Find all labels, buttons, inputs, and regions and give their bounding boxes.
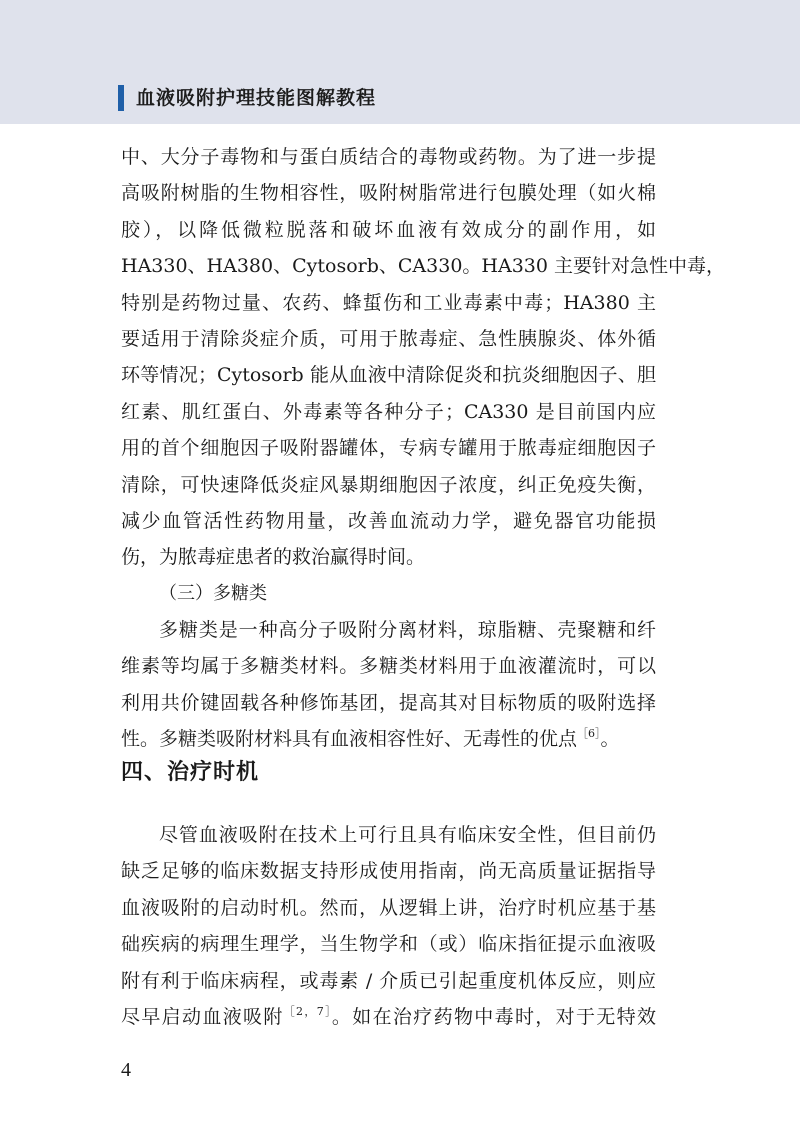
citation: ［2，7］ — [283, 1004, 332, 1018]
text-line — [121, 721, 656, 757]
text-fragment: 尽早启动血液吸附 — [121, 1005, 284, 1028]
body-text-top — [121, 139, 726, 758]
text-line: 础疾病的病理生理学，当生物学和（或）临床指征提示血液吸 — [121, 933, 656, 956]
text-line: 尽管血液吸附在技术上可行且具有临床安全性，但目前仍 — [159, 824, 656, 846]
text-line: 要适用于清除炎症介质，可用于脓毒症、急性胰腺炎、体外循 — [121, 327, 656, 350]
text-fragment: 。 — [600, 728, 620, 751]
text-line: 附有利于临床病程，或毒素 / 介质已引起重度机体反应，则应 — [121, 969, 656, 992]
text-line — [121, 999, 656, 1035]
text-line: 利用共价键固载各种修饰基团，提高其对目标物质的吸附选择 — [121, 691, 656, 714]
text-line: 环等情况；Cytosorb 能从血液中清除促炎和抗炎细胞因子、胆 — [121, 364, 656, 387]
text-fragment: 。如在治疗药物中毒时，对于无特效 — [331, 1005, 656, 1028]
text-line: 伤，为脓毒症患者的救治赢得时间。 — [121, 546, 426, 569]
page-number: 4 — [121, 1059, 131, 1081]
body-text-bottom — [121, 817, 656, 1035]
text-line: 特别是药物过量、农药、蜂蜇伤和工业毒素中毒；HA380 主 — [121, 291, 656, 314]
text-line: 高吸附树脂的生物相容性，吸附树脂常进行包膜处理（如火棉 — [121, 182, 656, 205]
text-line: 胶），以降低微粒脱落和破坏血液有效成分的副作用，如 — [121, 218, 656, 241]
text-line: 中、大分子毒物和与蛋白质结合的毒物或药物。为了进一步提 — [121, 146, 656, 168]
header-accent-bar — [118, 85, 124, 111]
text-line: 血液吸附的启动时机。然而，从逻辑上讲，治疗时机应基于基 — [121, 896, 656, 919]
running-header-title: 血液吸附护理技能图解教程 — [136, 87, 377, 109]
citation: ［6］ — [577, 727, 601, 741]
text-line: 多糖类是一种高分子吸附分离材料，琼脂糖、壳聚糖和纤 — [159, 619, 656, 642]
text-fragment: 性。多糖类吸附材料具有血液相容性好、无毒性的优点 — [121, 728, 578, 751]
text-line: 缺乏足够的临床数据支持形成使用指南，尚无高质量证据指导 — [121, 860, 656, 883]
text-line: 用的首个细胞因子吸附器罐体，专病专罐用于脓毒症细胞因子 — [121, 437, 656, 460]
text-line: 减少血管活性药物用量，改善血流动力学，避免器官功能损 — [121, 509, 656, 532]
text-line: HA330、HA380、Cytosorb、CA330。HA330 主要针对急性中毒， — [121, 255, 726, 278]
subsection-heading: （三）多糖类 — [159, 582, 267, 604]
text-line: 清除，可快速降低炎症风暴期细胞因子浓度，纠正免疫失衡， — [121, 473, 656, 496]
text-line: 维素等均属于多糖类材料。多糖类材料用于血液灌流时，可以 — [121, 655, 656, 678]
section-heading: 四、治疗时机 — [121, 760, 260, 785]
text-line: 红素、肌红蛋白、外毒素等各种分子；CA330 是目前国内应 — [121, 400, 656, 423]
